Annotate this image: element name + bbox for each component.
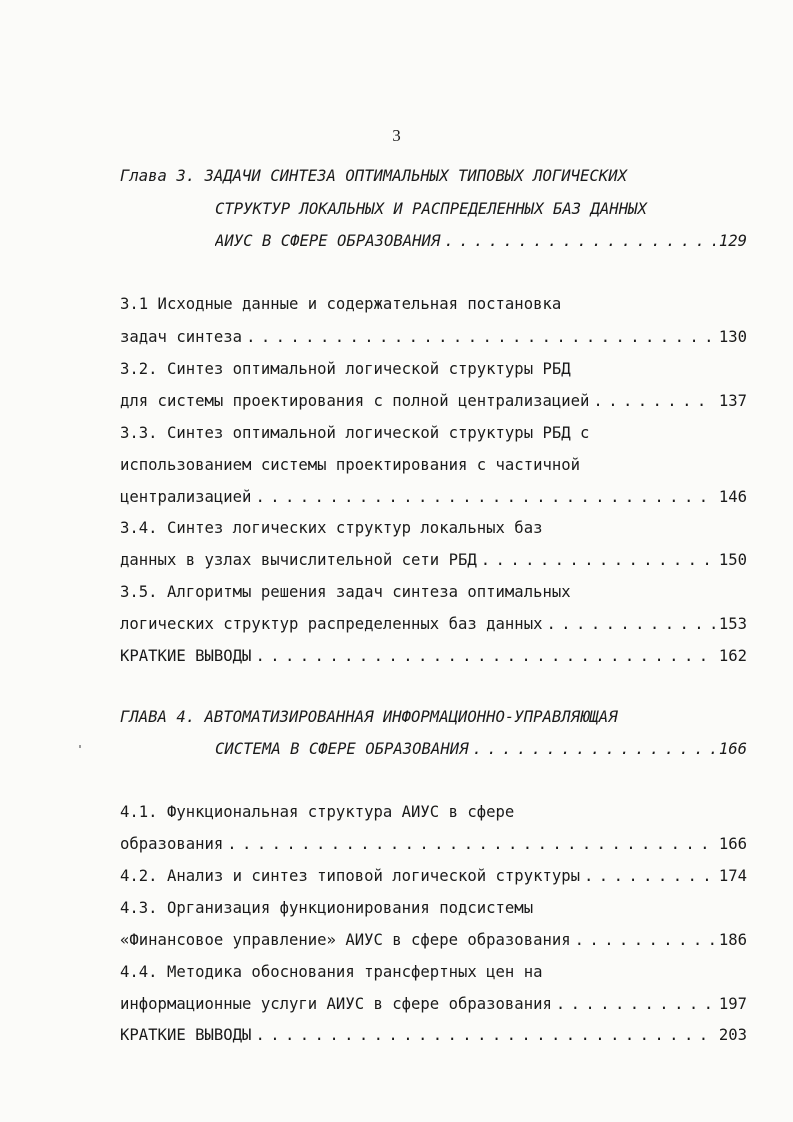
chapter3-title-line2: СТРУКТУР ЛОКАЛЬНЫХ И РАСПРЕДЕЛЕННЫХ БАЗ ДАННЫХ (215, 200, 647, 218)
section-4-1-entry[interactable] (120, 832, 747, 856)
section-4-3-entry[interactable] (120, 928, 747, 952)
chapter3-title-entry[interactable] (215, 229, 747, 253)
chapter4-summary-page: 203 (718, 1026, 747, 1044)
leader-dots (255, 485, 714, 509)
leader-dots (227, 832, 715, 856)
leader-dots (593, 389, 714, 413)
leader-dots (546, 612, 714, 636)
chapter3-page: 129 (718, 232, 747, 250)
section-3-4-page: 150 (718, 551, 747, 569)
section-4-4-page: 197 (718, 995, 747, 1013)
section-3-4-line2: данных в узлах вычислительной сети РБД (120, 551, 477, 569)
section-3-5-page: 153 (718, 615, 747, 633)
leader-dots (255, 644, 714, 668)
section-3-2-line1[interactable]: 3.2. Синтез оптимальной логической структуры РБД (120, 360, 571, 378)
chapter3-title-line3: АИУС В СФЕРЕ ОБРАЗОВАНИЯ (215, 232, 441, 250)
section-3-3-line1[interactable]: 3.3. Синтез оптимальной логической структуры РБД с (120, 424, 590, 442)
section-3-5-line1[interactable]: 3.5. Алгоритмы решения задач синтеза оптимальных (120, 583, 571, 601)
page-number: 3 (392, 126, 401, 145)
chapter4-title-line1: ГЛАВА 4. АВТОМАТИЗИРОВАННАЯ ИНФОРМАЦИОННО-УПРАВЛЯЮЩАЯ (120, 708, 618, 726)
scan-speck (79, 745, 81, 748)
section-3-4-line1[interactable]: 3.4. Синтез логических структур локальных баз (120, 519, 543, 537)
chapter4-summary-label: КРАТКИЕ ВЫВОДЫ (120, 1026, 252, 1044)
leader-dots (472, 737, 714, 761)
leader-dots (575, 928, 715, 952)
leader-dots (584, 864, 715, 888)
section-4-4-entry[interactable] (120, 992, 747, 1016)
chapter4-title-line2: СИСТЕМА В СФЕРЕ ОБРАЗОВАНИЯ (215, 740, 469, 758)
section-4-1-page: 166 (718, 835, 747, 853)
chapter4-page: 166 (718, 740, 747, 758)
section-4-3-line1[interactable]: 4.3. Организация функционирования подсистемы (120, 899, 534, 917)
section-4-3-line2: «Финансовое управление» АИУС в сфере образования (120, 931, 571, 949)
section-3-3-entry[interactable] (120, 485, 747, 509)
chapter3-title-line1: Глава 3. ЗАДАЧИ СИНТЕЗА ОПТИМАЛЬНЫХ ТИПОВЫХ ЛОГИЧЕСКИХ (120, 167, 627, 185)
section-3-4-entry[interactable] (120, 548, 747, 572)
section-4-4-line1[interactable]: 4.4. Методика обоснования трансфертных цен на (120, 963, 543, 981)
leader-dots (481, 548, 715, 572)
section-4-2-entry[interactable] (120, 864, 747, 888)
section-3-3-line3: централизацией (120, 488, 252, 506)
section-4-2-page: 174 (718, 867, 747, 885)
section-4-1-line2: образования (120, 835, 224, 853)
chapter3-summary-entry[interactable] (120, 644, 747, 668)
section-3-1-page: 130 (718, 328, 747, 346)
chapter3-summary-label: КРАТКИЕ ВЫВОДЫ (120, 647, 252, 665)
leader-dots (246, 325, 715, 349)
section-3-1-entry[interactable] (120, 325, 747, 349)
leader-dots (556, 992, 715, 1016)
section-4-1-line1[interactable]: 4.1. Функциональная структура АИУС в сфере (120, 803, 515, 821)
leader-dots (255, 1023, 714, 1047)
section-4-4-line2: информационные услуги АИУС в сфере образования (120, 995, 552, 1013)
leader-dots (444, 229, 715, 253)
section-4-3-page: 186 (718, 931, 747, 949)
section-3-3-page: 146 (718, 488, 747, 506)
chapter4-summary-entry[interactable] (120, 1023, 747, 1047)
section-3-1-line2: задач синтеза (120, 328, 243, 346)
section-3-5-entry[interactable] (120, 612, 747, 636)
section-3-1-line1[interactable]: 3.1 Исходные данные и содержательная постановка (120, 295, 562, 313)
section-3-5-line2: логических структур распределенных баз данных (120, 615, 543, 633)
section-3-2-line2: для системы проектирования с полной централизацией (120, 392, 590, 410)
chapter3-summary-page: 162 (718, 647, 747, 665)
section-4-2-line1: 4.2. Анализ и синтез типовой логической структуры (120, 867, 581, 885)
section-3-2-entry[interactable] (120, 389, 747, 413)
chapter4-title-entry[interactable] (215, 737, 747, 761)
section-3-3-line2[interactable]: использованием системы проектирования с частичной (120, 456, 581, 474)
section-3-2-page: 137 (718, 392, 747, 410)
